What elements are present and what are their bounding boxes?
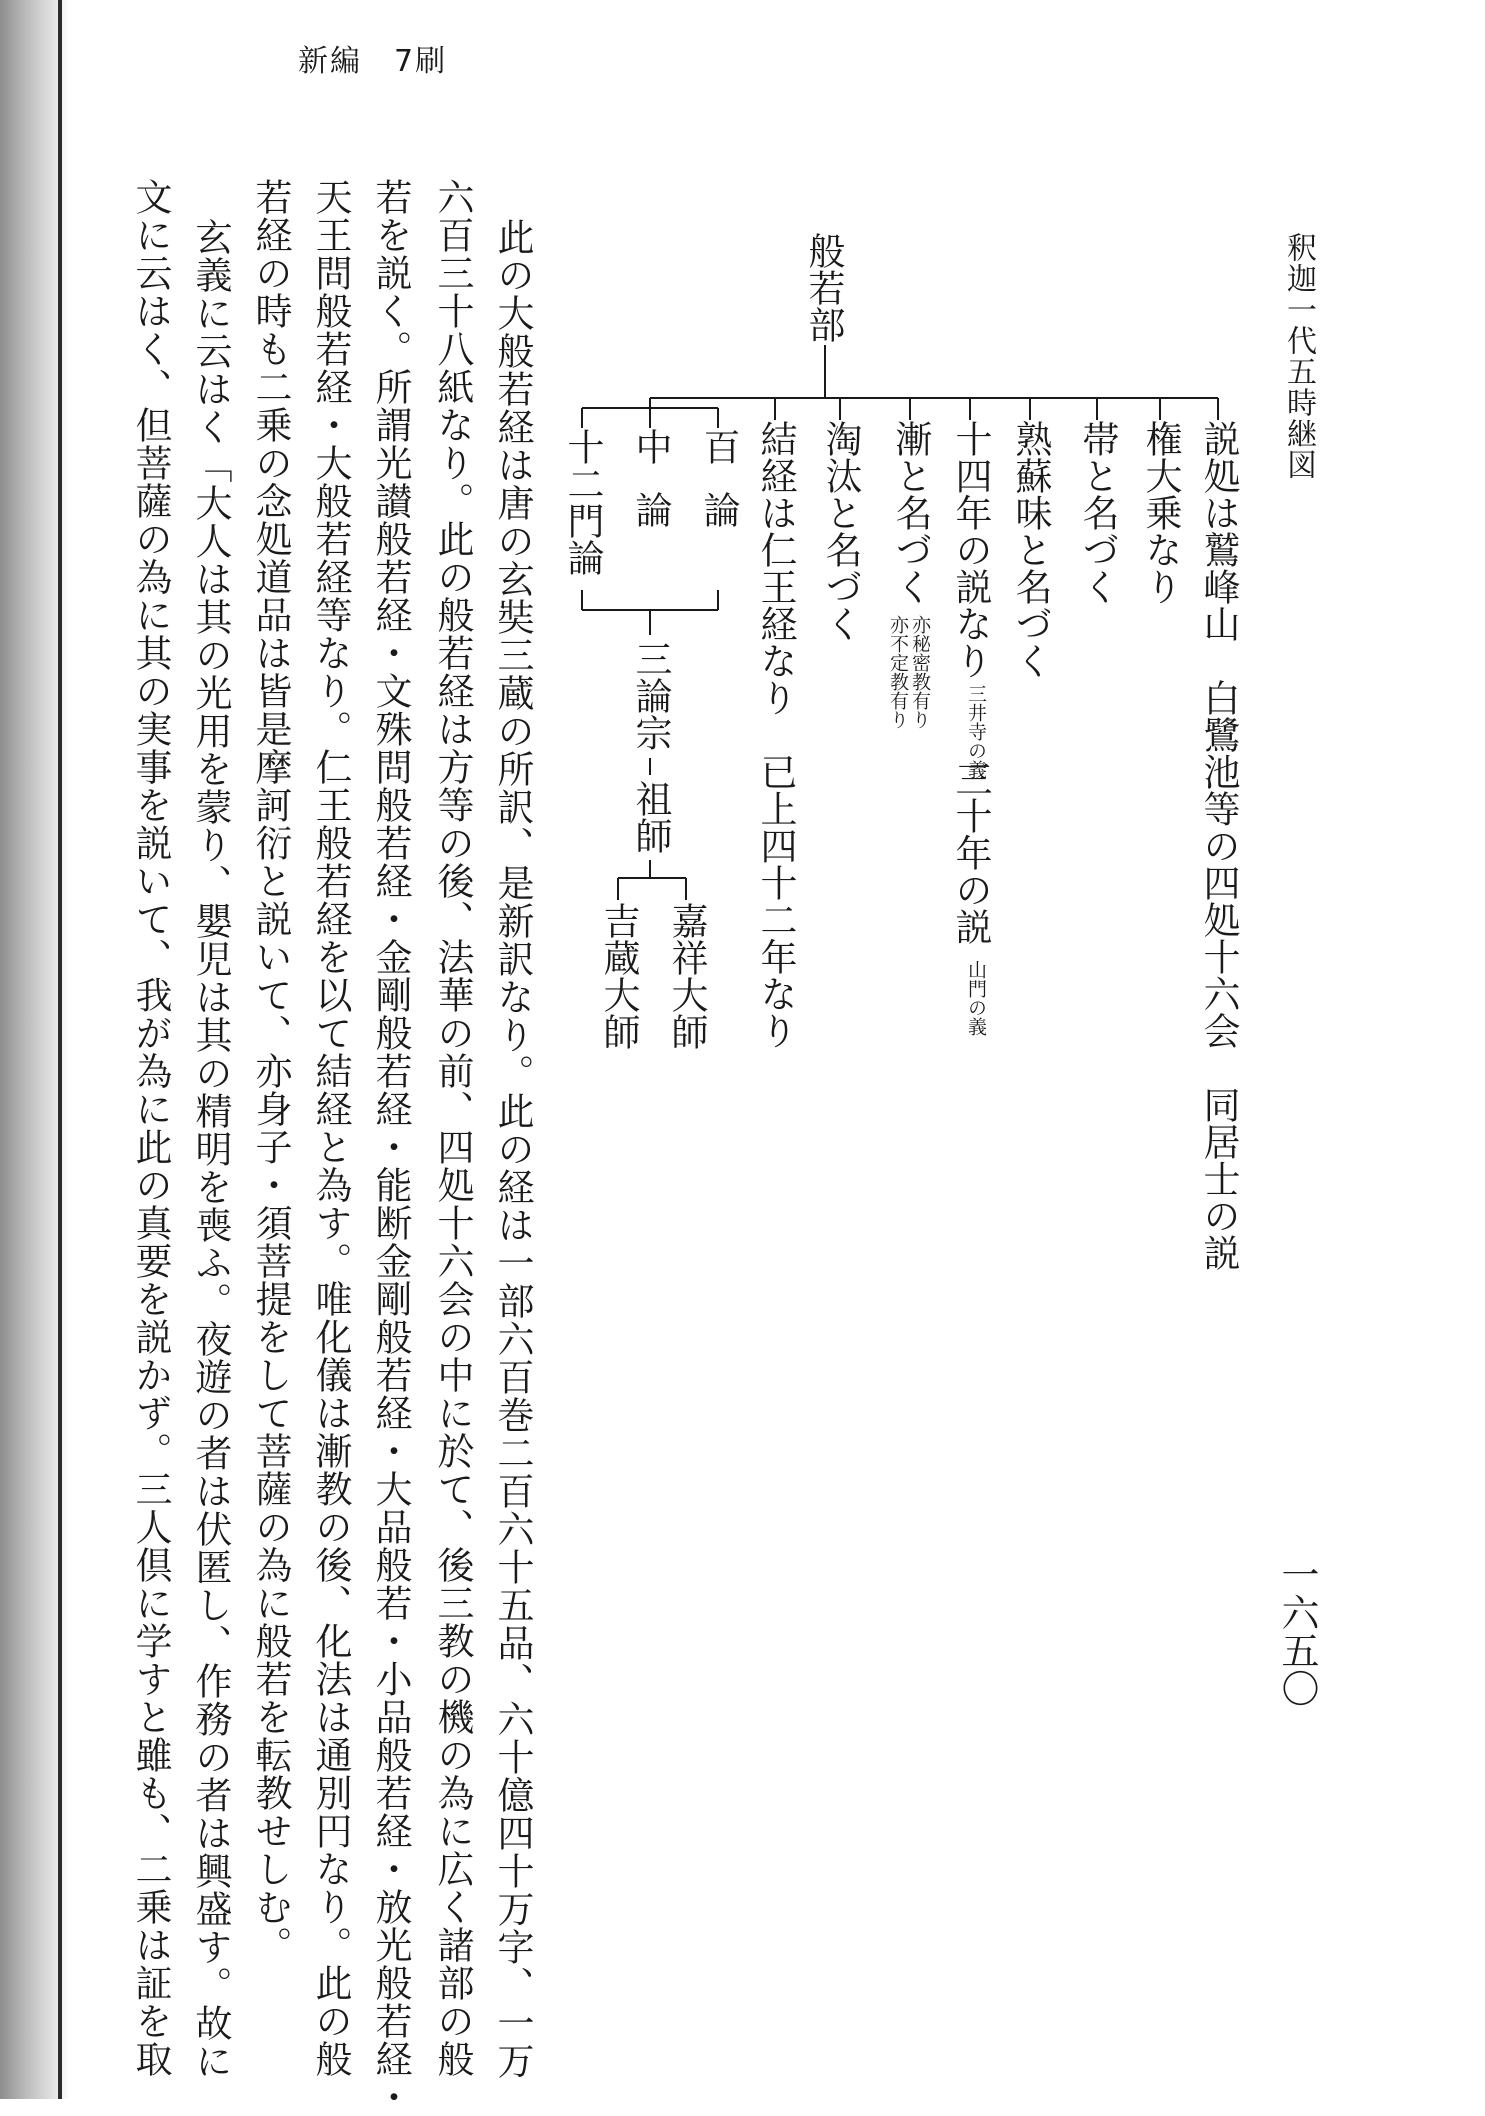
item-fourteen-years: 十四年の説なり (949, 420, 992, 679)
body-column: 文に云はく、但菩薩の為に其の実事を説いて、我が為に此の真要を説かず。三人倶に学すと雖も、二乗は証を取 (129, 178, 172, 2078)
diagram-root: 般若部 (802, 232, 845, 343)
body-column: 此の大般若経は唐の玄奘三蔵の所訳、是新訳なり。此の経は一部六百巻二百六十五品、六十億四十万字、一万 (491, 218, 534, 2080)
item-gradual: 漸と名づく (889, 420, 932, 605)
school-sanron: 三論宗 (629, 640, 672, 751)
master-kajo: 嘉祥大師 (665, 902, 708, 1050)
page-number: 一六五〇 (1275, 1555, 1319, 1707)
page-title: 釈迦一代五時継図 (1281, 232, 1316, 480)
edition-header: 新編 7刷 (298, 44, 448, 79)
note-secret: 亦秘密教有り (909, 615, 931, 729)
patriarch-label: 祖師 (629, 780, 672, 854)
master-kichizo: 吉蔵大師 (597, 902, 640, 1050)
item-connected: 帯と名づく (1076, 420, 1119, 605)
treatise-hundred: 百論 (697, 428, 740, 554)
item-provisional-mahayana: 権大乗なり (1139, 420, 1182, 605)
note-sanmon: 山門の義 (965, 960, 987, 1036)
body-column: 若経の時も二乗の念処道品は皆是摩訶衍と説いて、亦身子・須菩提をして菩薩の為に般若を転教せしむ。 (249, 178, 292, 1964)
item-ripened-butter: 熟蘇味と名づく (1009, 420, 1052, 679)
item-thirty-years: 三十年の説 (949, 760, 992, 945)
body-column: 玄義に云はく「大人は其の光用を蒙り、嬰児は其の精明を喪ふ。夜遊の者は伏匿し、作務の者は興盛す。故に (189, 218, 232, 2080)
note-indeterminate: 亦不定教有り (887, 615, 909, 729)
body-column: 六百三十八紙なり。此の般若経は方等の後、法華の前、四処十六会の中に於て、後三教の機の為に広く諸部の般 (431, 178, 474, 2078)
treatise-middle: 中論 (629, 428, 672, 554)
body-column: 若を説く。所謂光讃般若経・文殊問般若経・金剛般若経・能断金剛般若経・大品般若・小品般若経・放光般若経・ (369, 178, 412, 2116)
note-miidera-a: 三井寺の義 (965, 684, 987, 779)
item-concluding-sutra: 結経は仁王経なり 已上四十二年なり (754, 420, 797, 1049)
item-location: 説処は鷲峰山 白鷺池等の四処十六会 同居士の説 (1197, 420, 1240, 1271)
treatise-twelve-gate: 十二門論 (561, 428, 604, 576)
body-column: 天王問般若経・大般若経等なり。仁王般若経を以て結経と為す。唯化儀は漸教の後、化法は通別円なり。此の般 (309, 178, 352, 2078)
item-purify: 淘汰と名づく (819, 420, 862, 642)
